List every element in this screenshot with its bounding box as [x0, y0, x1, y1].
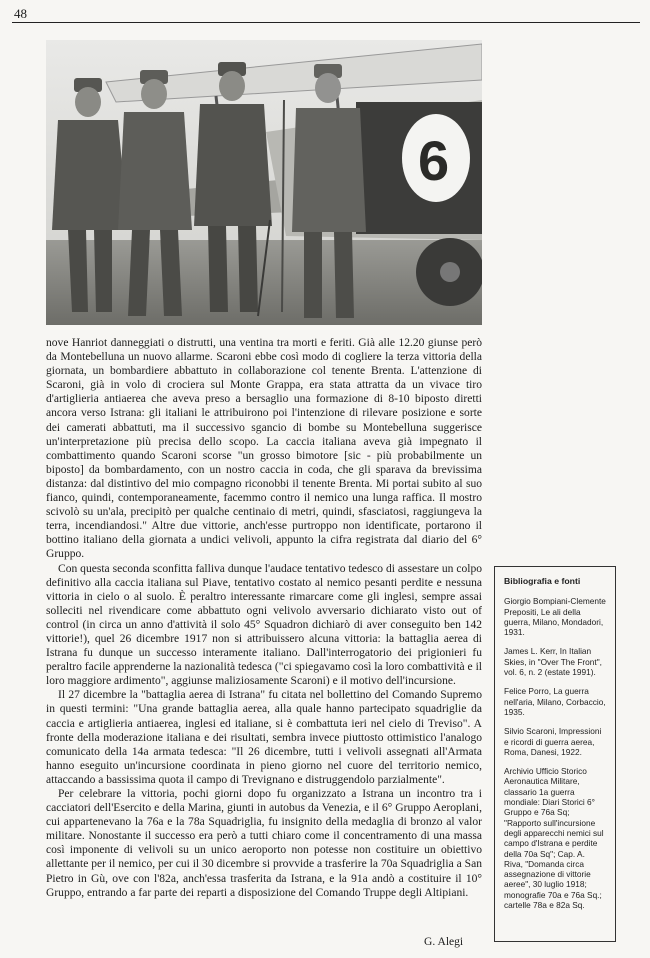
bibliography-entry: Giorgio Bompiani-Clemente Prepositi, Le ali della guerra, Milano, Mondadori, 1931. [504, 596, 606, 638]
photo-illustration [46, 40, 482, 325]
article-paragraph: Per celebrare la vittoria, pochi giorni dopo fu organizzato a Istrana un incontro tra i cacciatori dell'Esercito e della Marina, giunti in autobus da Venezia, e il 6° Gruppo Aeroplani, cui appartenevano la 76a e la 78a Squadriglia, fu insignito della medaglia di bronzo al valor militare. Nonostante il successo era però a tutti chiaro come il concentramento di una massa così imponente di velivoli su un unico aeroporto non potesse non costituire un obiettivo allettante per il nemico, per cui il 30 dicembre si provvide a trasferire la 70a Squadriglia a San Pietro in Gù, ove con l'82a, anch'essa trasferita da Istrana, e la 91a andò a costituire il 10° Gruppo, entrando a far parte dei reparti a disposizione del Comando Truppe degli Altipiani. [46, 788, 482, 899]
aircraft-number-marking: 6 [418, 129, 450, 192]
page-number: 48 [14, 6, 27, 21]
bibliography-title: Bibliografia e fonti [504, 576, 581, 586]
bibliography-entry: Felice Porro, La guerra nell'aria, Milano, Corbaccio, 1935. [504, 686, 606, 717]
historical-photo [46, 40, 482, 325]
bibliography-entry: James L. Kerr, In Italian Skies, in "Over The Front", vol. 6, n. 2 (estate 1991). [504, 646, 602, 678]
bibliography-box [494, 566, 616, 942]
bibliography-entry: Archivio Ufficio Storico Aeronautica Militare, classario 1a guerra mondiale: Diari Storici 6° Gruppo e 76a Sq; "Rapporto sull'incursione degli apparecchi nemici sul campo d'Istrana e perdite della 70a Sq"; Cap. A. Riva, "Domanda circa assegnazione di vittorie aeree", 30 luglio 1918; monografie 70a e 76a Sq.; cartelle 78a e 82a Sq. [504, 766, 604, 911]
article-paragraph: Con questa seconda sconfitta falliva dunque l'audace tentativo tedesco di assestare un colpo definitivo alla caccia italiana sul Piave, tentativo costato al nemico pesanti perdite e nessuna vittoria in cielo o al suolo. È peraltro interessante rimarcare come gli inglesi, sempre assai solleciti nel rivendicare come abbattuto ogni velivolo avversario dichiarato visto out of control (in circa un anno d'attività il solo 45° Squadron dichiarò di aver conseguito ben 142 vittorie!), quel 26 dicembre 1917 non si attribuissero alcuna vittoria: la battaglia aerea di Istrana fu dunque un successo interamente italiano. Dall'interrogatorio dei prigionieri fu peraltro facile apprenderne la nazionalità tedesca ("ci spiegavamo così la loro combattività e il loro maggiore ardimento", aggiunse maliziosamente Scaroni) e il motivo dell'incursione. [46, 562, 482, 688]
article-paragraph: nove Hanriot danneggiati o distrutti, una ventina tra morti e feriti. Già alle 12.20 giunse però da Montebelluna un nuovo allarme. Scaroni ebbe così modo di cogliere la terza vittoria della giornata, un bombardiere abbattuto in collaborazione col tenente Brenta. L'attenzione di Scaroni, già in volo di crociera sul Monte Grappa, era stata attratta da un vivace tiro d'artiglieria antiaerea che aveva preso a bersaglio una formazione di 8-10 biposto diretti ancora verso Istrana: gli italiani le attribuirono poi l'intenzione di rilevare posizione e sorte dei camerati abbattuti, ma il successivo sgancio di bombe su Montebelluna suggerisce un'interpretazione più precisa dello scopo. La caccia italiana aveva già impegnato il combattimento quando Scaroni scorse "un grosso bimotore [sic - più probabilmente un biposto] da bombardamento, con un nostro caccia in coda, che gli sparava da brevissima distanza: dal distintivo del mio compagno riconobbi il tenente Brenta. Mi portai subito al suo fianco, quindi, contemporaneamente, facemmo contro il nemico una lunga raffica. Il mostro scivolò su un'ala, precipitò per qualche centinaio di metri, quindi, sfasciatosi, raggiungeva la terra, incendiandosi." Altre due vittorie, anch'esse purtroppo non identificate, portarono il bottino italiano della giornata a undici velivoli, appunto la cifra registrata dal diario del 6° Gruppo. [46, 337, 482, 561]
article-paragraph: Il 27 dicembre la "battaglia aerea di Istrana" fu citata nel bollettino del Comando Supremo in questi termini: "Una grande battaglia aerea, alla quale hanno partecipato squadriglie da caccia e artiglieria antiaerea, inglesi ed italiane, si è combattuta ieri nel cielo di Treviso". A fronte della moderazione italiana e dei risultati, sembra invece piuttosto ottimistico l'analogo comunicato della 14a armata tedesca: "Il 26 dicembre, tutti i velivoli assegnati all'Armata hanno eseguito un'incursione coordinata in pieno giorno nel cuore del territorio nemico, attaccando a bassissima quota il campo di Trevignano e distruggendolo parzialmente". [46, 689, 482, 786]
article-body [46, 336, 482, 900]
header-rule [12, 22, 640, 23]
author-signature: G. Alegi [424, 936, 464, 948]
bibliography-entry: Silvio Scaroni, Impressioni e ricordi di guerra aerea, Roma, Danesi, 1922. [504, 726, 602, 757]
